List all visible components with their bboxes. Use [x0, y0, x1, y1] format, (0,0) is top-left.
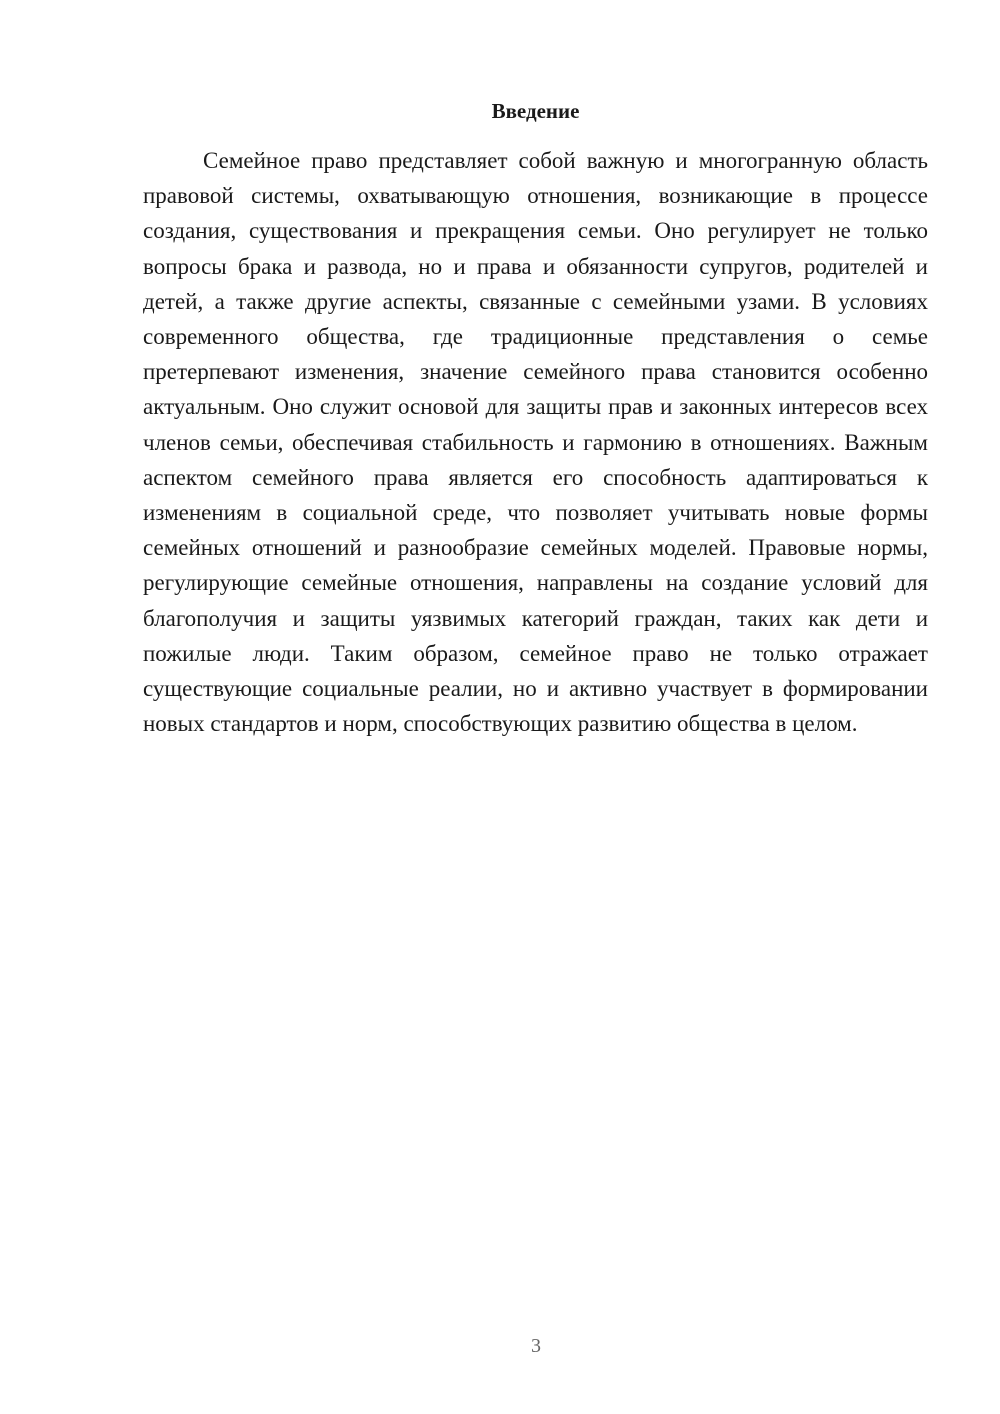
section-heading: Введение [491, 99, 580, 123]
body-paragraph: Семейное право представляет собой важную и многогранную область правовой системы, охватывающую отношения, возникающие в процессе создания, существования и прекращения семьи. Оно регулирует не только вопросы брака и развода, но и права и обязанности супругов, родителей и детей, а также другие аспекты, связанные с семейными узами. В условиях современного общества, где традиционные представления о семье претерпевают изменения, значение семейного права становится особенно актуальным. Оно служит основой для защиты прав и законных интересов всех членов семьи, обеспечивая стабильность и гармонию в отношениях. Важным аспектом семейного права является его способность адаптироваться к изменениям в социальной среде, что позволяет учитывать новые формы семейных отношений и разнообразие семейных моделей. Правовые нормы, регулирующие семейные отношения, направлены на создание условий для благополучия и защиты уязвимых категорий граждан, таких как дети и пожилые люди. Таким образом, семейное право не только отражает существующие социальные реалии, но и активно участвует в формировании новых стандартов и норм, способствующих развитию общества в целом. [143, 148, 928, 737]
page-number: 3 [531, 1335, 541, 1357]
